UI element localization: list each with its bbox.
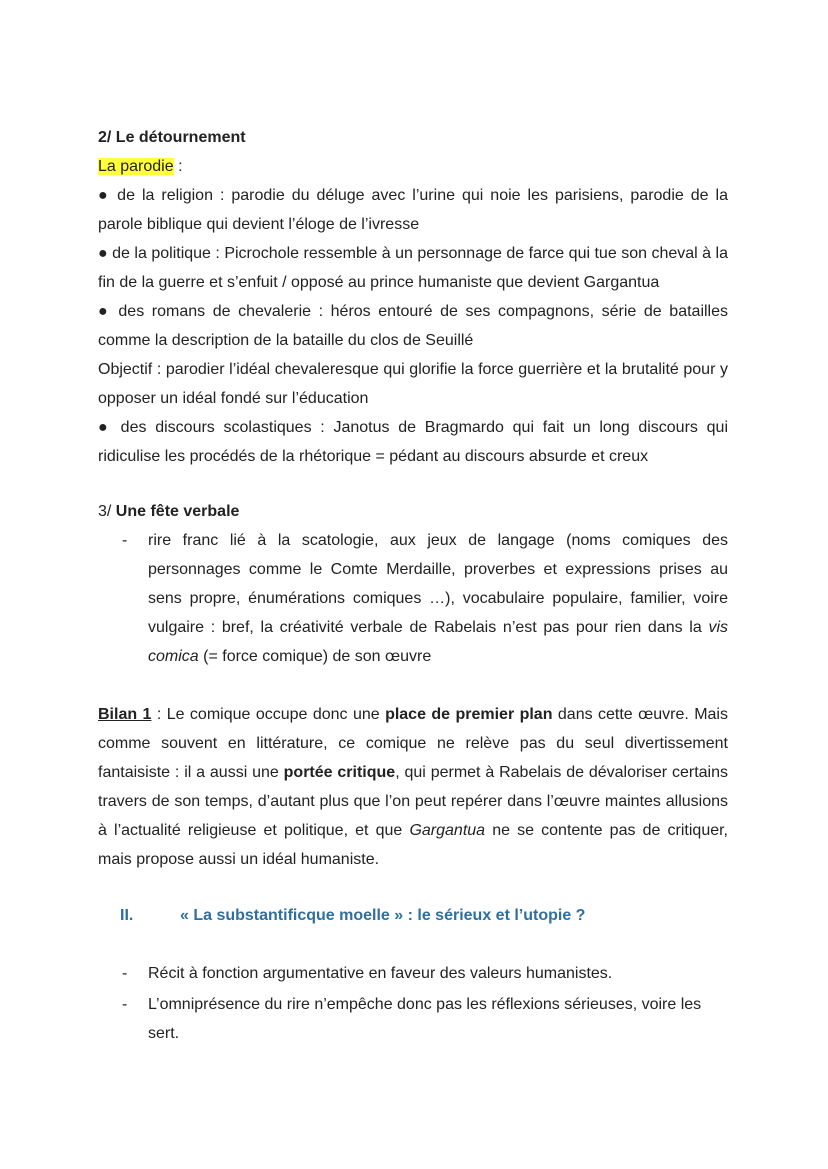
list-item-text: L’omniprésence du rire n’empêche donc pas les réflexions sérieuses, voire les sert. [148, 996, 702, 1042]
highlighted-label: La parodie [98, 158, 174, 175]
bilan-paragraph: Bilan 1 : Le comique occupe donc une place de premier plan dans cette œuvre. Mais comme souvent en littérature, ce comique ne relève pas du seul divertissement fantaisiste : il a aussi une portée critique, qui permet à Rabelais de dévaloriser certains travers de son temps, d’autant plus que l’on peut repérer dans l’œuvre maintes allusions à l’actualité religieuse et politique, et que Gargantua ne se contente pas de critiquer, mais propose aussi un idéal humaniste. [98, 706, 728, 868]
section-fete-verbale [98, 497, 728, 671]
part-title: « La substantificque moelle » : le sérieux et l’utopie ? [180, 907, 586, 924]
parody-item-politique: ● de la politique : Picrochole ressemble à un personnage de farce qui tue son cheval à la fin de la guerre et s’enfuit / opposé au prince humaniste que devient Gargantua [98, 245, 728, 291]
list-item [98, 526, 728, 671]
dash-bullet: - [122, 532, 128, 549]
parodie-heading: La parodie : [98, 158, 183, 175]
part2-list [98, 959, 728, 1048]
dash-bullet: - [122, 996, 128, 1013]
section-title: 2/ Le détournement [98, 129, 246, 146]
dash-bullet: - [122, 965, 128, 982]
section-detournement [98, 123, 728, 471]
list-item [98, 959, 728, 988]
parody-item-religion: ● de la religion : parodie du déluge avec l’urine qui noie les parisiens, parodie de la parole biblique qui devient l’éloge de l’ivresse [98, 187, 728, 233]
parody-item-scolastique: ● des discours scolastiques : Janotus de Bragmardo qui fait un long discours qui ridiculise les procédés de la rhétorique = pédant au discours absurde et creux [98, 419, 728, 465]
list-item [98, 990, 728, 1048]
list-item-text: Récit à fonction argumentative en faveur des valeurs humanistes. [148, 965, 613, 982]
part-number: II. [120, 907, 134, 924]
part-heading [98, 901, 585, 930]
bilan-label: Bilan 1 [98, 706, 152, 723]
parody-item-chevalerie: ● des romans de chevalerie : héros entouré de ses compagnons, série de batailles comme la description de la bataille du clos de Seuillé [98, 303, 728, 349]
section-title: 3/ Une fête verbale [98, 503, 240, 520]
list-item-text: rire franc lié à la scatologie, aux jeux de langage (noms comiques des personnages comme le Comte Merdaille, proverbes et expressions prises au sens propre, énumérations comiques …), vocabulaire populaire, familier, voire vulgaire : bref, la créativité verbale de Rabelais n’est pas pour rien dans la vis comica (= force comique) de son œuvre [148, 532, 728, 665]
objectif-paragraph: Objectif : parodier l’idéal chevaleresque qui glorifie la force guerrière et la brutalité pour y opposer un idéal fondé sur l’éducation [98, 361, 728, 407]
